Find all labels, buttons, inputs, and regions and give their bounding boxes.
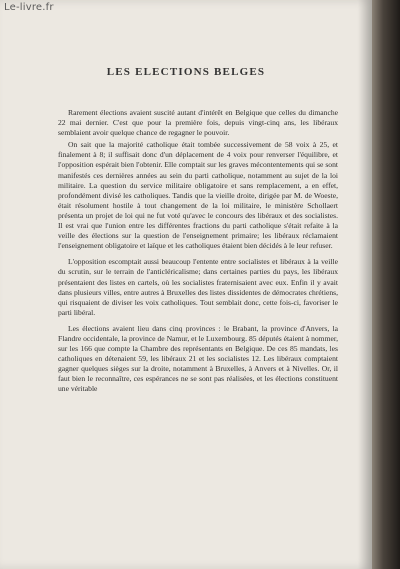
watermark: Le-livre.fr xyxy=(4,2,54,13)
article-body xyxy=(58,108,338,397)
paragraph: Rarement élections avaient suscité autant d'intérêt en Belgique que celles du dimanche 22 mai dernier. C'est que pour la première fois, depuis vingt-cinq ans, les libéraux semblaient avoir quelque chance de regagner le pouvoir. xyxy=(58,108,338,138)
article-title: LES ELECTIONS BELGES xyxy=(106,66,266,78)
paragraph: On sait que la majorité catholique était tombée successivement de 58 voix à 25, et finalement à 8; il suffisait donc d'un déplacement de 4 voix pour renverser l'équilibre, et l'opposition espérait bien l'obtenir. Elle comptait sur les graves mécontentements qui se sont manifestés ces dernières années au sein du parti catholique, notamment au sujet de la loi militaire. La question du service militaire obligatoire et sans remplacement, a en effet, profondément divisé les catholiques. Tandis que la vieille droite, dirigée par M. de Woeste, était résolument hostile à tout changement de la loi militaire, le ministère Schollaert présenta un projet de loi qui ne fut voté qu'avec le concours des libéraux et des socialistes. Il est vrai que l'union entre les différentes fractions du parti catholique s'était refaite à la veille des élections sur la question de l'enseignement primaire; les libéraux réclamaient l'enseignement obligatoire et laïque et les catholiques étaient bien décidés à le leur refuser. xyxy=(58,140,338,251)
page-edge xyxy=(372,0,400,569)
paragraph: L'opposition escomptait aussi beaucoup l'entente entre socialistes et libéraux à la veille du scrutin, sur le terrain de l'anticléricalisme; dans certaines parties du pays, les libéraux présentaient des listes en cartels, où les socialistes fraternisaient avec eux. Enfin il y avait dans plusieurs villes, entre autres à Bruxelles des listes dissidentes de démocrates chrétiens, qui risquaient de diviser les voix catholiques. Tout semblait donc, cette fois-ci, favoriser le parti libéral. xyxy=(58,257,338,317)
paragraph: Les élections avaient lieu dans cinq provinces : le Brabant, la province d'Anvers, la Flandre occidentale, la province de Namur, et le Luxembourg. 85 députés étaient à nommer, sur les 166 que compte la Chambre des représentants en Belgique. De ces 85 mandats, les catholiques en détenaient 59, les libéraux 21 et les socialistes 12. Les libéraux comptaient gagner quelques sièges sur la droite, notamment à Bruxelles, à Anvers et à Nivelles. Or, il faut bien le reconnaître, ces espérances ne se sont pas réalisées, et les élections constituent une véritable xyxy=(58,323,338,394)
